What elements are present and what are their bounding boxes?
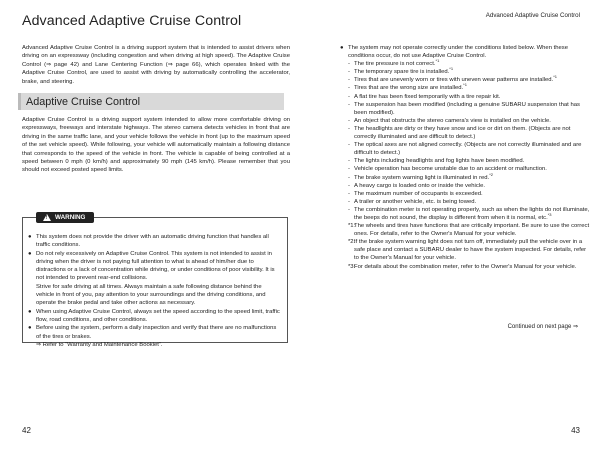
intro-paragraph: Advanced Adaptive Cruise Control is a driving support system that is intended to assist drivers when driving on an expressway (including congestion and when driving at high speed). The Adaptive Cruise Control (⇒ page 42) and Lane Centering Function (⇒ page 66), which operates linked with the Adaptive Cruise Control, are used to assist with driving by automatically controlling the accelerator, brake, and steering. xyxy=(22,45,290,85)
bullet-icon: ● xyxy=(340,45,344,51)
warning-item-text: Do not rely excessively on Adaptive Cruise Control. This system is not intended to assist in driving when the driver is not paying full attention to what is ahead of him/her due to distractions or a lack of concentration while driving, or under conditions of poor visibility. It is not intended to prevent rear-end collisions. xyxy=(36,250,275,282)
bullet-icon: ● xyxy=(28,308,32,315)
dash-marker: - xyxy=(348,125,350,132)
warning-item-text: Before using the system, perform a daily inspection and verify that there are no malfunctions of the tires or brakes. xyxy=(36,325,277,340)
dash-marker: - xyxy=(348,61,350,68)
condition-text: The brake system warning light is illuminated in red. xyxy=(354,174,490,181)
condition-item xyxy=(348,182,590,190)
dash-marker: - xyxy=(348,174,350,181)
condition-text: Tires that are unevenly worn or tires with uneven wear patterns are installed. xyxy=(354,77,554,84)
dash-marker: - xyxy=(348,198,350,205)
condition-text: The tire pressure is not correct. xyxy=(354,61,436,68)
warning-list xyxy=(28,233,280,349)
footnote-mark: *1: xyxy=(348,223,356,230)
footnote-mark: *3: xyxy=(348,263,356,270)
footnote-text: The wheels and tires have functions that are critically important. Be sure to use the correct ones. For details, refer to the Owner's Manual for your vehicle. xyxy=(354,223,590,238)
page-number-right: 43 xyxy=(571,426,580,435)
footnote-text: If the brake system warning light does not turn off, immediately pull the vehicle over in a safe place and contact a SUBARU dealer to have the system inspected. For details, refer to the Owner's Manual for your vehicle. xyxy=(354,239,587,262)
dash-marker: - xyxy=(348,85,350,92)
warning-badge xyxy=(36,212,94,223)
condition-item xyxy=(348,171,590,182)
warning-sub-text: Strive for safe driving at all times. Always maintain a safe following distance behind the vehicle in front of you, pay attention to your surroundings and the driving conditions, and operate the brake pedal and take other actions as necessary. xyxy=(36,283,266,307)
dash-marker: - xyxy=(348,166,350,173)
condition-item xyxy=(348,141,590,157)
dash-marker: - xyxy=(348,77,350,84)
condition-item xyxy=(348,93,590,101)
page-number-left: 42 xyxy=(22,426,31,435)
footnote-ref: *1 xyxy=(435,58,440,64)
condition-item xyxy=(348,76,590,84)
warning-item-text: This system does not provide the driver with an automatic driving function that handles all traffic conditions. xyxy=(36,234,269,249)
condition-text: A flat tire has been fixed temporarily with a tire repair kit. xyxy=(354,93,501,100)
condition-item xyxy=(348,117,590,125)
continued-next-page: Continued on next page ⇒ xyxy=(507,324,578,330)
bullet-icon: ● xyxy=(28,325,32,332)
condition-text: Vehicle operation has become unstable due to an accident or malfunction. xyxy=(354,166,547,173)
list-item xyxy=(28,308,280,325)
footnote-mark: *2: xyxy=(348,239,356,246)
footnote-ref: *1 xyxy=(449,66,454,72)
page-title: Advanced Adaptive Cruise Control xyxy=(22,13,242,29)
condition-text: The lights including headlights and fog lights have been modified. xyxy=(354,158,525,165)
condition-item xyxy=(348,198,590,206)
condition-item xyxy=(348,84,590,92)
bullet-icon: ● xyxy=(28,250,32,257)
condition-text: The maximum number of occupants is exceeded. xyxy=(354,190,483,197)
condition-text: An object that obstructs the stereo camera's view is installed on the vehicle. xyxy=(354,117,551,124)
condition-item xyxy=(348,60,590,68)
dash-marker: - xyxy=(348,190,350,197)
conditions-list xyxy=(340,60,590,222)
conditions-intro-text: The system may not operate correctly under the conditions listed below. When these conditions occur, do not use Adaptive Cruise Control. xyxy=(348,45,569,60)
bullet-icon: ● xyxy=(28,234,32,240)
conditions-block xyxy=(340,44,590,271)
list-item xyxy=(28,233,280,250)
condition-text: The optical axes are not aligned correctly. (Objects are not correctly illuminated and are difficult to detect.) xyxy=(354,142,582,157)
list-item xyxy=(28,324,280,349)
warning-item-text: When using Adaptive Cruise Control, always set the speed according to the speed limit, traffic flow, road conditions, and other conditions. xyxy=(36,308,280,323)
condition-item xyxy=(348,190,590,198)
footnote-ref: *1 xyxy=(553,74,557,80)
conditions-intro xyxy=(340,44,590,60)
warning-label: WARNING xyxy=(55,214,86,221)
dash-marker: - xyxy=(348,142,350,149)
condition-text: The temporary spare tire is installed. xyxy=(354,69,450,76)
dash-marker: - xyxy=(348,158,350,165)
dash-marker: - xyxy=(348,101,350,108)
section-title: Adaptive Cruise Control xyxy=(26,96,141,108)
footnote-ref: *2 xyxy=(489,171,493,177)
footnotes-list xyxy=(340,222,590,271)
condition-text: The suspension has been modified (including a genuine SUBARU suspension that has been modified). xyxy=(354,101,580,116)
dash-marker: - xyxy=(348,69,350,76)
warning-reference-link[interactable]: ⇒ Refer to “Warranty and Maintenance Booklet”. xyxy=(36,341,163,348)
footnote-item xyxy=(348,263,590,271)
section-body: Adaptive Cruise Control is a driving support system intended to allow more comfortable driving on expressways, freeways and interstate highways. The stereo camera detects vehicles in front that are driving in the same traffic lane, and your vehicle follows the vehicle in front (up to the maximum speed of the set vehicle speed). While following, your vehicle will automatically maintain a following distance that corresponds to the speed of the vehicle in front. The vehicle is capable of being controlled at a speed between 0 mph (0 km/h) and approximately 90 mph (145 km/h). Please remember that you should not exceed posted speed limits. xyxy=(22,117,290,174)
condition-item xyxy=(348,157,590,165)
footnote-ref: *3 xyxy=(547,212,552,217)
condition-text: A heavy cargo is loaded onto or inside the vehicle. xyxy=(354,182,485,189)
condition-text: The headlights are dirty or they have snow and ice or dirt on them. (Objects are not correctly illuminated and are difficult to detect.) xyxy=(354,125,571,141)
footnote-ref: *1 xyxy=(463,82,467,88)
condition-text: A trailer or another vehicle, etc. is being towed. xyxy=(354,198,477,205)
footnote-item xyxy=(348,238,590,262)
condition-item xyxy=(348,125,590,141)
footnote-item xyxy=(348,222,590,238)
list-item xyxy=(28,250,280,308)
footnote-text: For details about the combination meter, refer to the Owner's Manual for your vehicle. xyxy=(354,263,577,270)
condition-text: Tires that are the wrong size are installed. xyxy=(354,85,464,92)
condition-item xyxy=(348,165,590,173)
dash-marker: - xyxy=(348,206,350,213)
running-header: Advanced Adaptive Cruise Control xyxy=(485,12,580,19)
dash-marker: - xyxy=(348,117,350,124)
warning-triangle-icon xyxy=(43,214,51,221)
condition-item xyxy=(348,206,590,222)
condition-text: The combination meter is not operating properly, such as when the lights do not illuminate, the beeps do not sound, the display is different from when it is normal, etc. xyxy=(354,206,590,221)
condition-item xyxy=(348,101,590,117)
dash-marker: - xyxy=(348,182,350,189)
dash-marker: - xyxy=(348,93,350,100)
